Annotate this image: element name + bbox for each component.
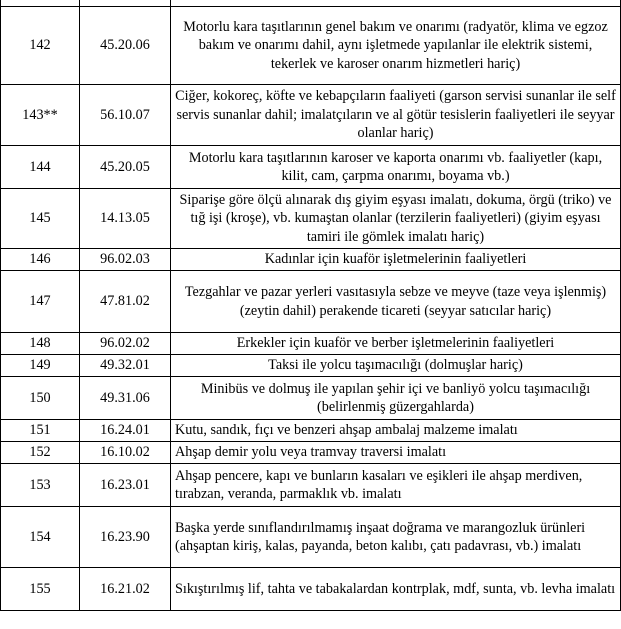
row-number-cell: 150: [1, 377, 80, 420]
activity-description-cell: Tezgahlar ve pazar yerleri vasıtasıyla sebze ve meyve (taze veya işlenmiş) (zeytin dahil) perakende ticareti (seyyar satıcılar hariç): [171, 271, 621, 333]
activity-description-cell: Ahşap pencere, kapı ve bunların kasaları ve eşikleri ile ahşap merdiven, tırabzan, veranda, parmaklık vb. imalatı: [171, 464, 621, 507]
row-number-cell: 144: [1, 146, 80, 189]
table-row: [1, 464, 621, 507]
table-row: [1, 7, 621, 85]
activity-code-cell: 16.23.90: [80, 507, 171, 568]
activity-description-cell: Erkekler için kuaför ve berber işletmelerinin faaliyetleri: [171, 333, 621, 355]
row-number-cell: 149: [1, 355, 80, 377]
activity-code-cell: 96.02.02: [80, 333, 171, 355]
row-number-cell: 155: [1, 568, 80, 611]
table-row: [1, 333, 621, 355]
activity-description-cell: Ciğer, kokoreç, köfte ve kebapçıların faaliyeti (garson servisi sunanlar ile self servis sunanlar dahil; imalatçıların ve al götür tesislerin faaliyetleri ile seyyar olanlar hariç): [171, 85, 621, 146]
activity-code-cell: 49.32.01: [80, 355, 171, 377]
table-row: [1, 189, 621, 249]
row-number-cell: 145: [1, 189, 80, 249]
table-row: [1, 568, 621, 611]
table-row: [1, 146, 621, 189]
activity-code-cell: 45.20.06: [80, 7, 171, 85]
activity-code-cell: 16.10.02: [80, 442, 171, 464]
activity-description-cell: Sıkıştırılmış lif, tahta ve tabakalardan kontrplak, mdf, sunta, vb. levha imalatı: [171, 568, 621, 611]
table-row: [1, 442, 621, 464]
activity-description-cell: Motorlu kara taşıtlarının karoser ve kaporta onarımı vb. faaliyetler (kapı, kilit, cam, çarpma onarımı, boyama vb.): [171, 146, 621, 189]
activity-code-cell: 14.13.05: [80, 189, 171, 249]
table-row: [1, 271, 621, 333]
activity-code-cell: 16.24.01: [80, 420, 171, 442]
activity-description-cell: Taksi ile yolcu taşımacılığı (dolmuşlar hariç): [171, 355, 621, 377]
activity-description-cell: Ahşap demir yolu veya tramvay traversi imalatı: [171, 442, 621, 464]
table-row: [1, 355, 621, 377]
table-row: [1, 420, 621, 442]
activity-code-cell: 16.21.02: [80, 568, 171, 611]
row-number-cell: 154: [1, 507, 80, 568]
table-row: [1, 249, 621, 271]
activity-description-cell: Kutu, sandık, fıçı ve benzeri ahşap ambalaj malzeme imalatı: [171, 420, 621, 442]
row-number-cell: 152: [1, 442, 80, 464]
row-number-cell: 147: [1, 271, 80, 333]
activity-code-cell: 16.23.01: [80, 464, 171, 507]
table-body: [1, 0, 621, 611]
activity-code-cell: 49.31.06: [80, 377, 171, 420]
activity-description-cell: Minibüs ve dolmuş ile yapılan şehir içi ve banliyö yolcu taşımacılığı (belirlenmiş güzergahlarda): [171, 377, 621, 420]
table-row: [1, 507, 621, 568]
activity-code-cell: 45.20.05: [80, 146, 171, 189]
row-number-cell: 143**: [1, 85, 80, 146]
row-number-cell: 148: [1, 333, 80, 355]
row-number-cell: 146: [1, 249, 80, 271]
activity-description-cell: Kadınlar için kuaför işletmelerinin faaliyetleri: [171, 249, 621, 271]
row-number-cell: 151: [1, 420, 80, 442]
activity-code-cell: 47.81.02: [80, 271, 171, 333]
activity-description-cell: Motorlu kara taşıtlarının genel bakım ve onarımı (radyatör, klima ve egzoz bakım ve onarımı dahil, aynı işletmede yapılanlar ile elektrik sistemi, tekerlek ve karoser onarım hizmetleri hariç): [171, 7, 621, 85]
row-number-cell: 153: [1, 464, 80, 507]
table-row: [1, 377, 621, 420]
activity-code-cell: 56.10.07: [80, 85, 171, 146]
table-row: [1, 85, 621, 146]
activity-description-cell: Siparişe göre ölçü alınarak dış giyim eşyası imalatı, dokuma, örgü (triko) ve tığ işi (kroşe), vb. kumaştan olanlar (terzilerin faaliyetleri) (giyim eşyası tamiri ile gömlek imalatı hariç): [171, 189, 621, 249]
row-number-cell: 142: [1, 7, 80, 85]
activity-code-cell: 96.02.03: [80, 249, 171, 271]
activity-description-cell: Başka yerde sınıflandırılmamış inşaat doğrama ve marangozluk ürünleri (ahşaptan kiriş, kalas, payanda, beton kalıbı, çatı padavrası, vb.) imalatı: [171, 507, 621, 568]
